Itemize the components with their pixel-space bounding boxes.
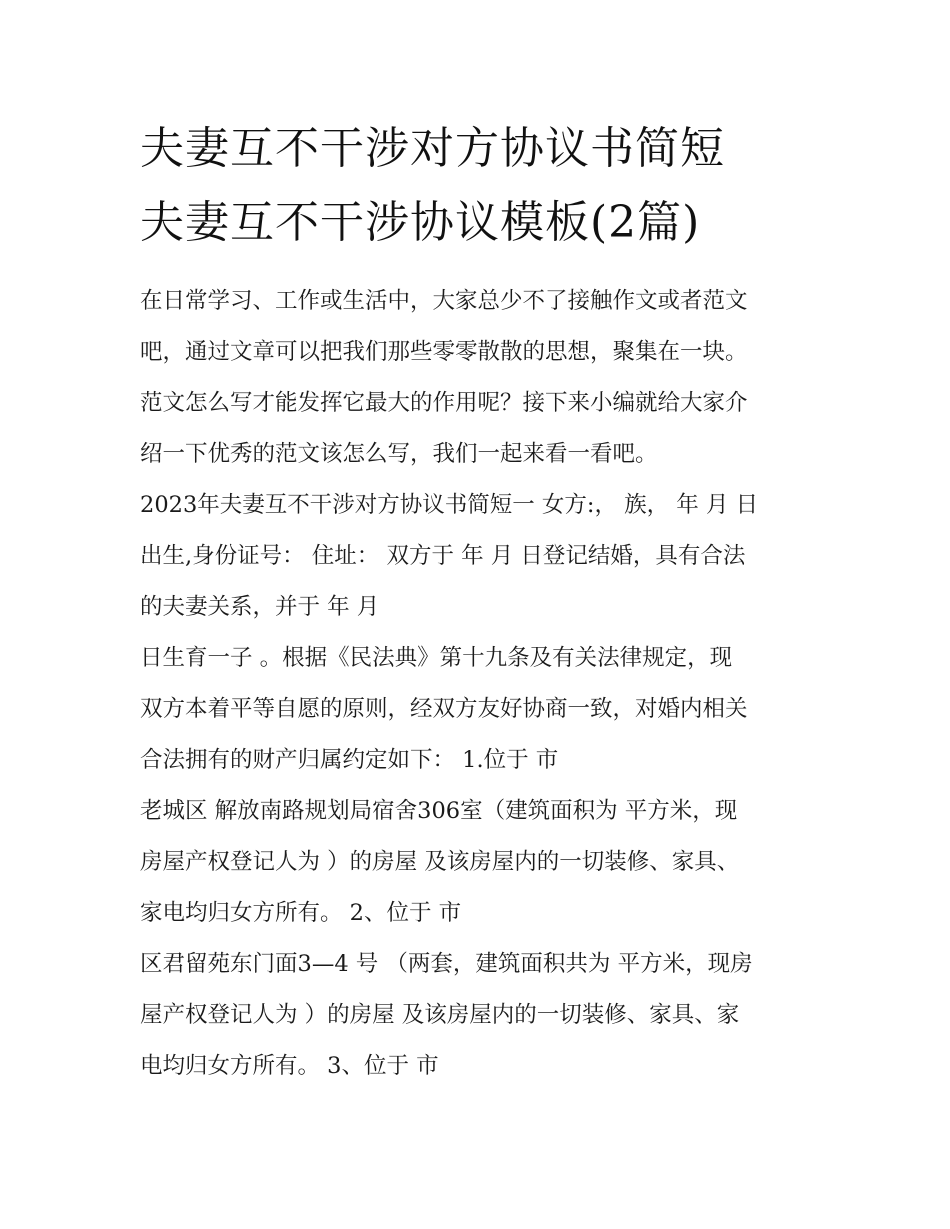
body-line-2: 吧，通过文章可以把我们那些零零散散的思想，聚集在一块。 <box>140 339 748 365</box>
title-line-1: 夫妻互不干涉对方协议书简短 <box>140 123 725 174</box>
body-line-8: 日生育一子 。根据《民法典》第十九条及有关法律规定，现 <box>140 645 733 671</box>
body-line-12: 房屋产权登记人为 ）的房屋 及该房屋内的一切装修、家具、 <box>140 849 740 875</box>
body-line-1: 在日常学习、工作或生活中，大家总少不了接触作文或者范文 <box>140 288 748 314</box>
body-line-15: 屋产权登记人为 ）的房屋 及该房屋内的一切装修、家具、家 <box>140 1002 740 1028</box>
body-line-9: 双方本着平等自愿的原则，经双方友好协商一致，对婚内相关 <box>140 696 748 722</box>
body-line-11: 老城区 解放南路规划局宿舍306室（建筑面积为 平方米，现 <box>140 798 738 824</box>
body-line-4: 绍一下优秀的范文该怎么写，我们一起来看一看吧。 <box>140 441 658 467</box>
body-line-5: 2023年夫妻互不干涉对方协议书简短一 女方:， 族， 年 月 日 <box>140 492 759 518</box>
title-line-2: 夫妻互不干涉协议模板(2篇) <box>140 197 701 248</box>
body-line-10: 合法拥有的财产归属约定如下： 1.位于 市 <box>140 747 559 773</box>
document-body <box>140 276 820 1092</box>
body-line-14: 区君留苑东门面3—4 号 （两套，建筑面积共为 平方米，现房 <box>140 951 753 977</box>
document-title <box>140 112 840 260</box>
body-line-13: 家电均归女方所有。 2、位于 市 <box>140 900 462 926</box>
body-line-6: 出生,身份证号： 住址： 双方于 年 月 日登记结婚，具有合法 <box>140 543 746 569</box>
body-line-16: 电均归女方所有。 3、位于 市 <box>140 1053 439 1079</box>
body-line-7: 的夫妻关系，并于 年 月 <box>140 594 380 620</box>
body-line-3: 范文怎么写才能发挥它最大的作用呢？接下来小编就给大家介 <box>140 390 748 416</box>
